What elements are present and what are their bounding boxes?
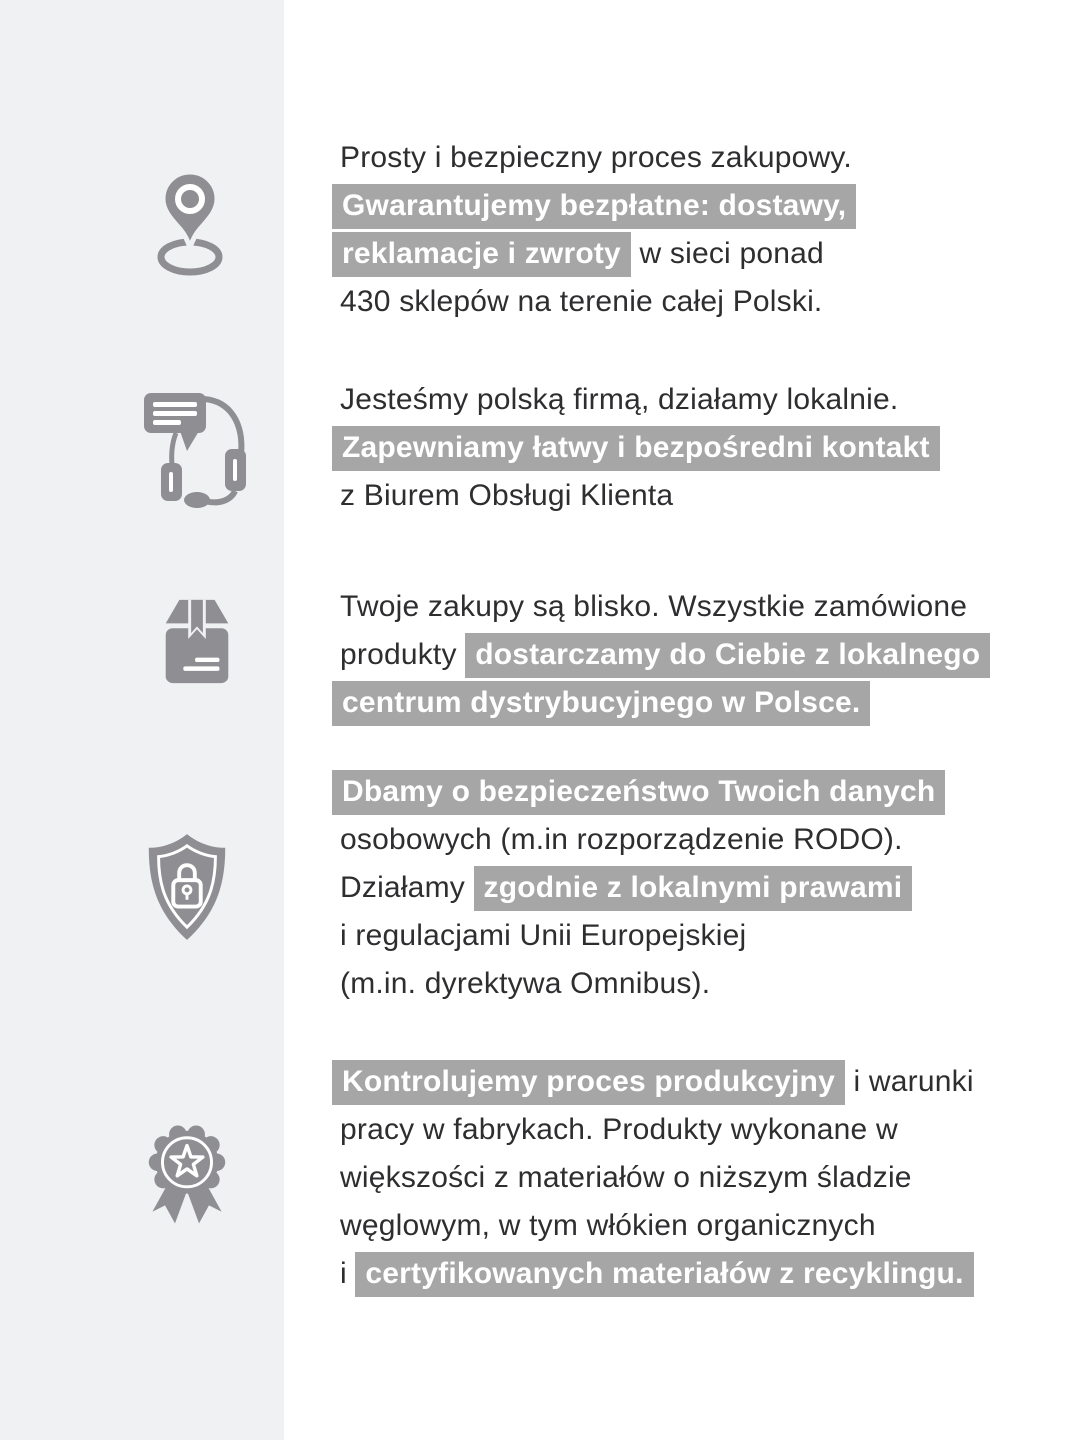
award-ribbon-icon: [136, 1118, 238, 1234]
highlighted-text: Zapewniamy łatwy i bezpośredni kontakt: [332, 426, 940, 471]
text-line: [332, 1058, 974, 1106]
text-line: [332, 230, 856, 278]
text-line: [332, 631, 990, 679]
text-line: [332, 679, 990, 727]
highlighted-text: reklamacje i zwroty: [332, 232, 631, 277]
text-line: [332, 1202, 974, 1250]
text-segment: węglowym, w tym włókien organicznych: [340, 1209, 876, 1242]
text-segment: pracy w fabrykach. Produkty wykonane w: [340, 1113, 898, 1146]
highlighted-text: Gwarantujemy bezpłatne: dostawy,: [332, 184, 856, 229]
text-line: [332, 472, 940, 520]
text-line: [332, 583, 990, 631]
text-line: [332, 1106, 974, 1154]
text-line: [332, 134, 856, 182]
highlighted-text: centrum dystrybucyjnego w Polsce.: [332, 681, 870, 726]
text-line: [332, 960, 945, 1008]
highlighted-text: Dbamy o bezpieczeństwo Twoich danych: [332, 770, 945, 815]
text-line: [332, 912, 945, 960]
highlighted-text: dostarczamy do Ciebie z lokalnego: [465, 633, 990, 678]
text-line: [332, 1250, 974, 1298]
text-line: [332, 816, 945, 864]
text-segment: i regulacjami Unii Europejskiej: [340, 919, 747, 952]
highlighted-text: zgodnie z lokalnymi prawami: [474, 866, 913, 911]
text-segment: produkty: [340, 638, 466, 671]
text-segment: w sieci ponad: [630, 237, 824, 270]
text-segment: i warunki: [844, 1065, 974, 1098]
text-line: [332, 864, 945, 912]
text-line: [332, 768, 945, 816]
text-segment: Jesteśmy polską firmą, działamy lokalnie.: [340, 383, 899, 416]
section-text: [332, 583, 990, 727]
text-segment: osobowych (m.in rozporządzenie RODO).: [340, 823, 903, 856]
text-segment: 430 sklepów na terenie całej Polski.: [340, 285, 823, 318]
text-segment: i: [340, 1257, 356, 1290]
text-line: [332, 278, 856, 326]
section-text: [332, 1058, 974, 1298]
section-text: [332, 376, 940, 520]
section-text: [332, 134, 856, 326]
location-pin-icon: [150, 170, 230, 278]
shield-lock-icon: [138, 830, 236, 944]
highlighted-text: certyfikowanych materiałów z recyklingu.: [355, 1252, 973, 1297]
text-line: [332, 1154, 974, 1202]
package-box-icon: [152, 592, 242, 690]
text-line: [332, 424, 940, 472]
text-line: [332, 376, 940, 424]
chat-headset-icon: [142, 385, 248, 509]
section-text: [332, 768, 945, 1008]
text-segment: z Biurem Obsługi Klienta: [340, 479, 674, 512]
text-segment: większości z materiałów o niższym śladzie: [340, 1161, 912, 1194]
text-line: [332, 182, 856, 230]
highlighted-text: Kontrolujemy proces produkcyjny: [332, 1060, 845, 1105]
text-segment: Działamy: [340, 871, 474, 904]
text-segment: Prosty i bezpieczny proces zakupowy.: [340, 141, 852, 174]
text-segment: (m.in. dyrektywa Omnibus).: [340, 967, 711, 1000]
text-segment: Twoje zakupy są blisko. Wszystkie zamówione: [340, 590, 968, 623]
